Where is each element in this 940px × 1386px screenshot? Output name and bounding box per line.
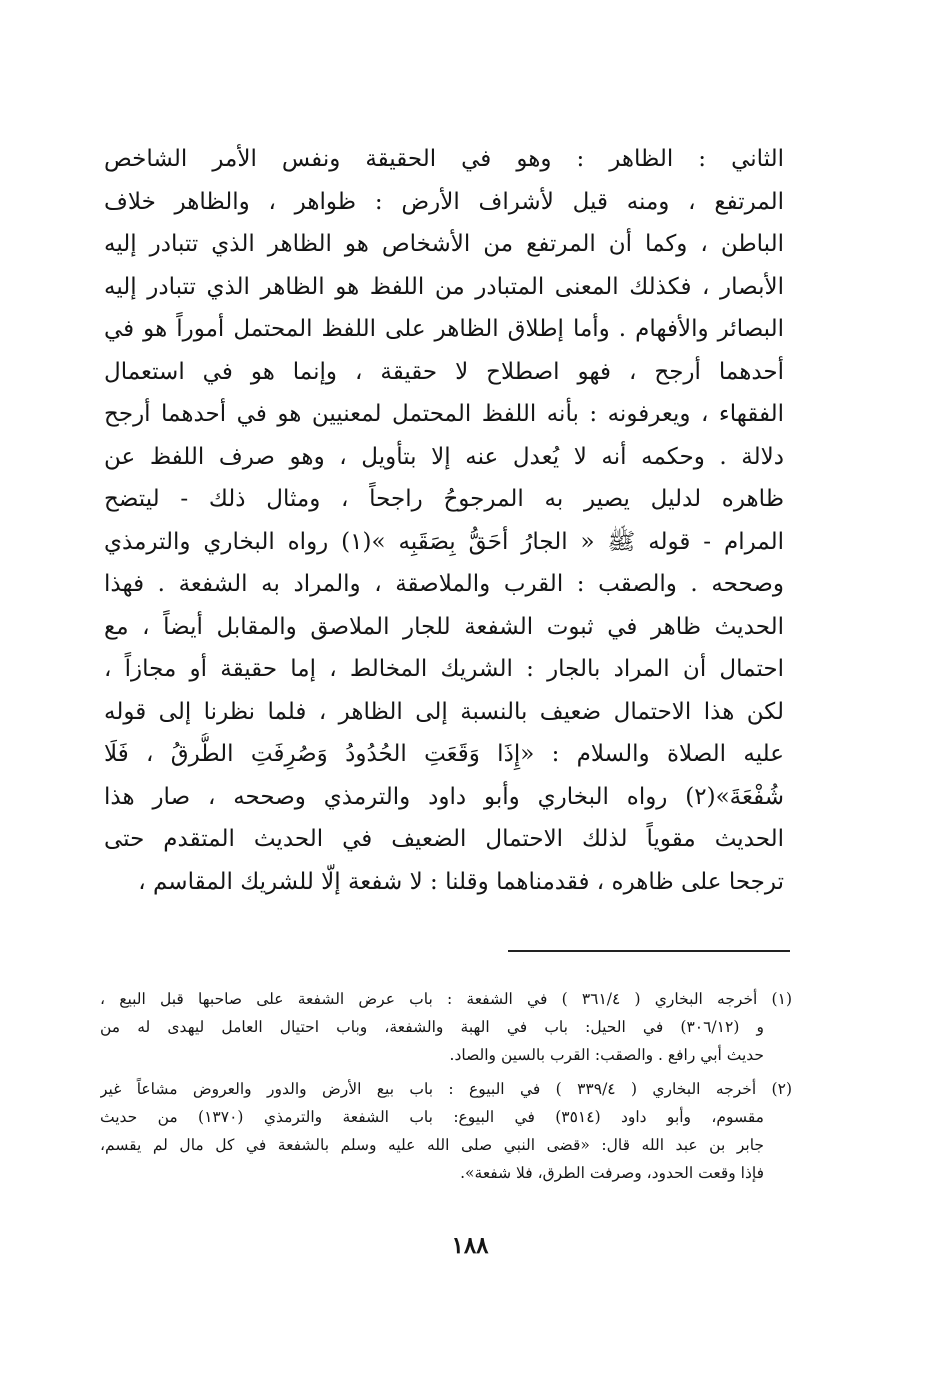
text-line: أحدهما أرجح ، فهو اصطلاح لا حقيقة ، وإنما هو في استعمال [104,358,784,385]
text-line: احتمال أن المراد بالجار : الشريك المخالط ، إما حقيقة أو مجازاً ، [104,656,784,682]
text-line: دلالة . وحكمه أنه لا يُعدل عنه إلا بتأويل ، وهو صرف اللفظ عن [104,443,784,470]
text-line: الحديث مقوياً لذلك الاحتمال الضعيف في الحديث المتقدم حتى [104,826,784,852]
text-line: شُفْعَةَ»(٢) رواه البخاري وأبو داود والترمذي وصححه ، صار هذا [104,783,784,810]
footnote-line: (١) أخرجه البخاري ( ٣٦١/٤ ) في الشفعة : باب عرض الشفعة على صاحبها قبل البيع ، [100,990,792,1008]
footnote-line: فإذا وقعت الحدود، وصرفت الطرق، فلا شفعة». [460,1164,764,1182]
text-line: ظاهره لدليل يصير به المرجوحُ راجحاً ، ومثال ذلك - ليتضح [104,486,784,512]
text-line: ترجحا على ظاهره ، فقدمناهما وقلنا : لا شفعة إلّا للشريك المقاسم ، [138,868,784,895]
text-line: المرام - قوله ﷺ « الجارُ أحَقُّ بِصَقَبِه »(١) رواه البخاري والترمذي [104,528,784,555]
text-line: وصححه . والصقب : القرب والملاصقة ، والمراد به الشفعة . فهذا [104,571,784,597]
page-number: ١٨٨ [451,1232,489,1259]
text-line: الثاني : الظاهر : وهو في الحقيقة ونفس الأمر الشاخص [104,146,784,172]
footnote-separator [508,950,790,952]
text-line: الباطن ، وكما أن المرتفع من الأشخاص هو الظاهر الذي تتبادر إليه [104,231,784,257]
footnotes [100,985,792,1187]
text-line: البصائر والأفهام . وأما إطلاق الظاهر على اللفظ المحتمل أموراً هو في [104,316,784,342]
text-line: عليه الصلاة والسلام : «إِذَا وَقَعَتِ الحُدُودُ وَصُرِفَتِ الطُّرقُ ، فَلَا [104,741,784,767]
footnote-line: (٢) أخرجه البخاري ( ٣٣٩/٤ ) في البيوع : باب بيع الأرض والدور والعروض مشاعاً غير [100,1080,792,1098]
footnote-line: و (٣٠٦/١٢) في الحيل: باب في الهبة والشفعة، وباب احتيال العامل ليهدى له من [100,1018,764,1036]
footnote-1 [100,985,792,1069]
text-line: الفقهاء ، ويعرفونه : بأنه اللفظ المحتمل لمعنيين هو في أحدهما أرجح [104,401,784,427]
footnote-2 [100,1075,792,1187]
text-line: لكن هذا الاحتمال ضعيف بالنسبة إلى الظاهر ، فلما نظرنا إلى قوله [104,698,784,725]
text-line: الحديث ظاهر في ثبوت الشفعة للجار الملاصق والمقابل أيضاً ، مع [104,613,784,640]
text-line: الأبصار ، فكذلك المعنى المتبادر من اللفظ هو الظاهر الذي تتبادر إليه [104,273,784,300]
footnote-line: جابر بن عبد الله قال: «قضى النبي صلى الله عليه وسلم بالشفعة في كل مال لم يقسم، [100,1136,764,1154]
text-line: المرتفع ، ومنه قيل لأشراف الأرض : ظواهر ، والظاهر خلاف [104,188,784,215]
main-text-body [104,138,784,903]
footnote-line: مقسوم، وأبو داود (٣٥١٤) في البيوع: باب الشفعة والترمذي (١٣٧٠) من حديث [100,1108,764,1126]
footnote-line: حديث أبي رافع . والصقب: القرب بالسين والصاد. [449,1046,764,1064]
